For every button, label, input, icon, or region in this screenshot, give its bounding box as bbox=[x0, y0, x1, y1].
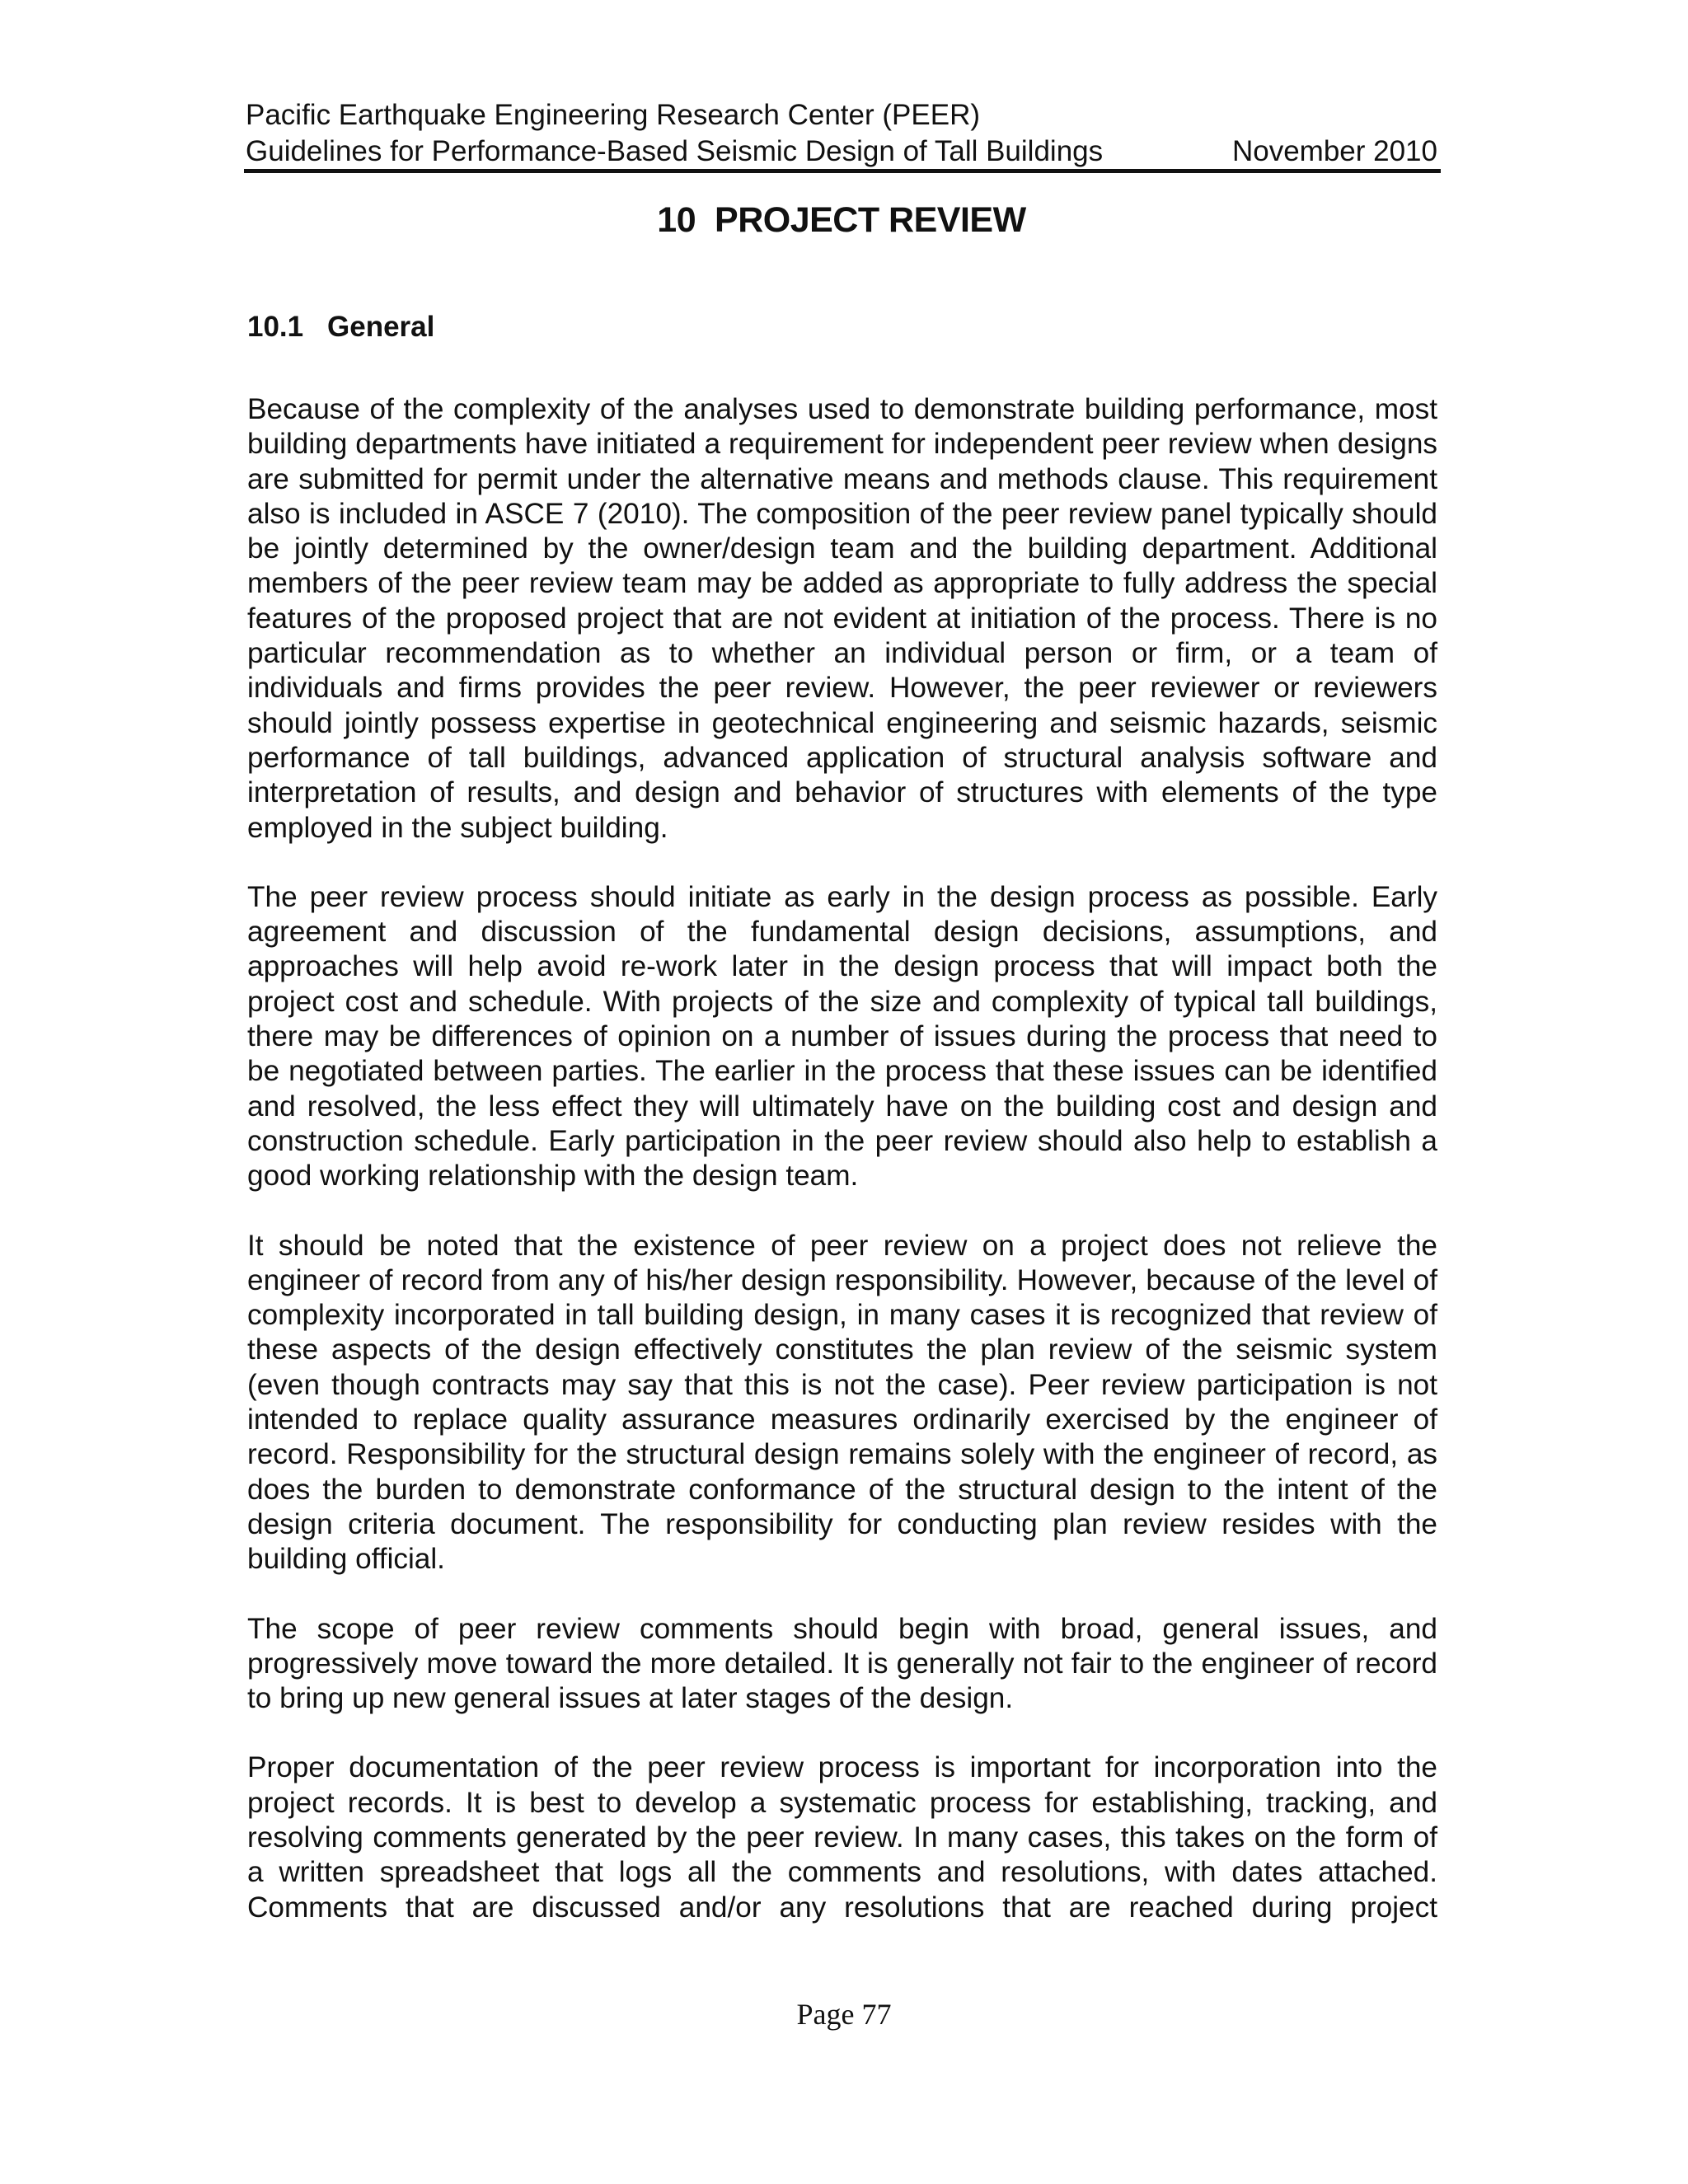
chapter-title: 10 PROJECT REVIEW bbox=[657, 200, 1026, 240]
header-doc-title: Guidelines for Performance-Based Seismic Design of Tall Buildings bbox=[246, 135, 1104, 167]
section-heading bbox=[247, 309, 434, 345]
paragraph: Because of the complexity of the analyses used to demonstrate building performance, most building departments have initiated a requirement for independent peer review when designs are submitted for permit under the alternative means and methods clause. This requirement also is included in ASCE 7 (2010). The composition of the peer review panel typically should be jointly determined by the owner/design team and the building department. Additional members of the peer review team may be added as appropriate to fully address the special features of the proposed project that are not evident at initiation of the process. There is no particular recommendation as to whether an individual person or firm, or a team of individuals and firms provides the peer review. However, the peer reviewer or reviewers should jointly possess expertise in geotechnical engineering and seismic hazards, seismic performance of tall buildings, advanced application of structural analysis software and interpretation of results, and design and behavior of structures with elements of the type employed in the subject building. bbox=[247, 393, 1437, 844]
section-number: 10.1 bbox=[247, 311, 304, 343]
paragraph: It should be noted that the existence of peer review on a project does not relieve the engineer of record from any of his/her design responsibility. However, because of the level of complexity incorporated in tall building design, in many cases it is recognized that review of these aspects of the design effectively constitutes the plan review of the seismic system (even though contracts may say that this is not the case). Peer review participation is not intended to replace quality assurance measures ordinarily exercised by the engineer of record. Responsibility for the structural design remains solely with the engineer of record, as does the burden to demonstrate conformance of the structural design to the intent of the design criteria document. The responsibility for conducting plan review resides with the building official. bbox=[247, 1229, 1437, 1576]
header-line-2 bbox=[246, 134, 1437, 170]
section-title: General bbox=[327, 311, 435, 343]
header-divider bbox=[244, 169, 1441, 173]
page-number: Page 77 bbox=[796, 1998, 892, 2031]
running-header bbox=[246, 97, 1437, 170]
paragraph: The peer review process should initiate as early in the design process as possible. Early agreement and discussion of the fundamental design decisions, assumptions, and approaches will help avoid re-work later in the design process that will impact both the project cost and schedule. With projects of the size and complexity of typical tall buildings, there may be differences of opinion on a number of issues during the process that need to be negotiated between parties. The earlier in the process that these issues can be identified and resolved, the less effect they will ultimately have on the building cost and design and construction schedule. Early participation in the peer review should also help to establish a good working relationship with the design team. bbox=[247, 880, 1437, 1193]
paragraph: Proper documentation of the peer review process is important for incorporation into the project records. It is best to develop a systematic process for establishing, tracking, and resolving comments generated by the peer review. In many cases, this takes on the form of a written spreadsheet that logs all the comments and resolutions, with dates attached. Comments that are discussed and/or any resolutions that are reached during project bbox=[247, 1751, 1437, 1924]
header-date: November 2010 bbox=[1231, 135, 1437, 167]
header-line-1 bbox=[246, 97, 1437, 134]
header-org: Pacific Earthquake Engineering Research Center (PEER) bbox=[246, 99, 980, 131]
paragraph: The scope of peer review comments should begin with broad, general issues, and progressively move toward the more detailed. It is generally not fair to the engineer of record to bring up new general issues at later stages of the design. bbox=[247, 1612, 1437, 1715]
body-text bbox=[247, 392, 1437, 1925]
